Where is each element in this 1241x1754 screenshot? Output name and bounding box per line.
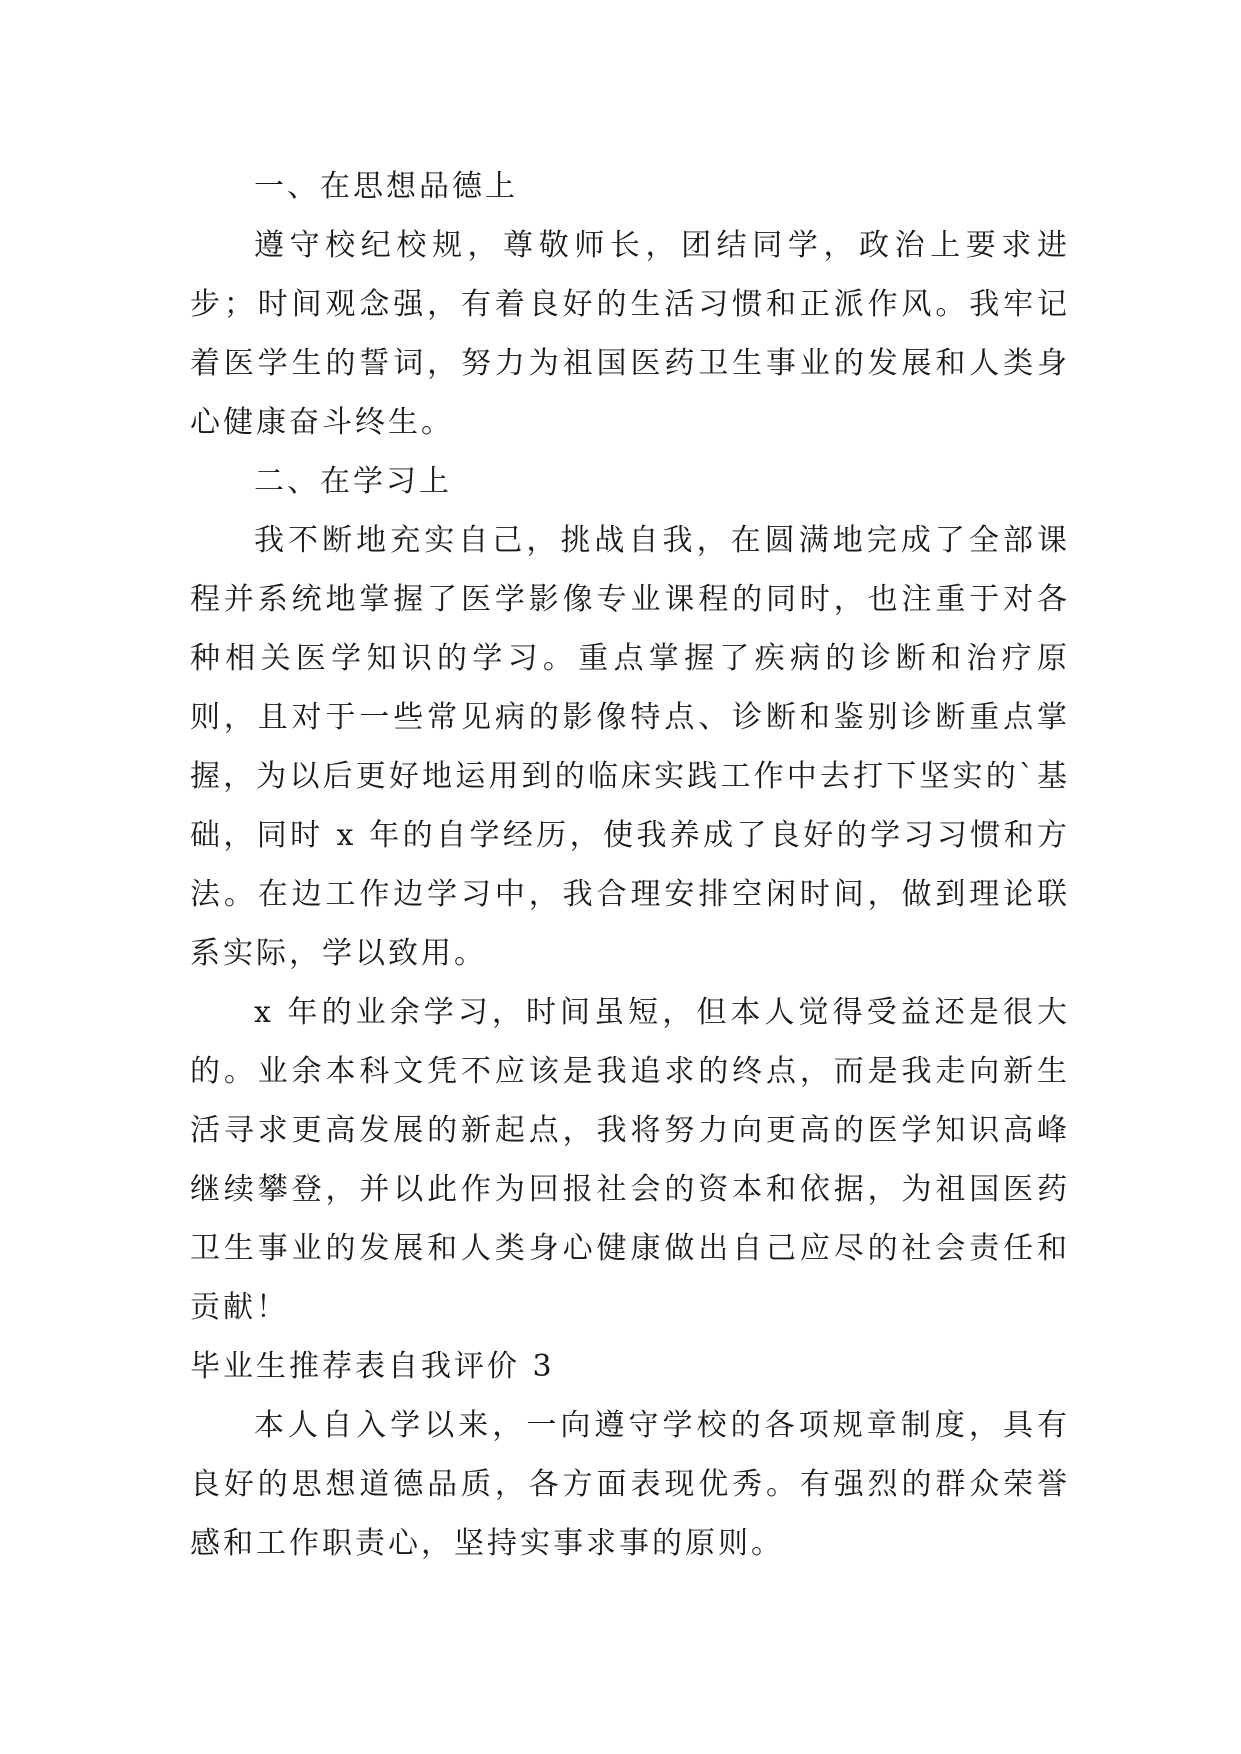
- document-body: [190, 157, 1070, 1573]
- section-title-self-evaluation-3: 毕业生推荐表自我评价 3: [190, 1349, 555, 1384]
- section-heading-ideology: 一、在思想品德上: [254, 169, 518, 204]
- paragraph-study: 我不断地充实自己，挑战自我，在圆满地完成了全部课程并系统地掌握了医学影像专业课程的同时，也注重于对各种相关医学知识的学习。重点掌握了疾病的诊断和治疗原则，且对于一些常见病的影像特点、诊断和鉴别诊断重点掌握，为以后更好地运用到的临床实践工作中去打下坚实的`基础，同时 x 年的自学经历，使我养成了良好的学习习惯和方法。在边工作边学习中，我合理安排空闲时间，做到理论联系实际，学以致用。: [190, 523, 1070, 971]
- section-heading-study: 二、在学习上: [254, 464, 452, 499]
- paragraph-parttime-study: x 年的业余学习，时间虽短，但本人觉得受益还是很大的。业余本科文凭不应该是我追求的终点，而是我走向新生活寻求更高发展的新起点，我将努力向更高的医学知识高峰继续攀登，并以此作为回报社会的资本和依据，为祖国医药卫生事业的发展和人类身心健康做出自己应尽的社会责任和贡献！: [190, 995, 1070, 1325]
- paragraph-ideology: 遵守校纪校规，尊敬师长，团结同学，政治上要求进步；时间观念强，有着良好的生活习惯和正派作风。我牢记着医学生的誓词，努力为祖国医药卫生事业的发展和人类身心健康奋斗终生。: [190, 228, 1070, 440]
- paragraph-self-evaluation: 本人自入学以来，一向遵守学校的各项规章制度，具有良好的思想道德品质，各方面表现优秀。有强烈的群众荣誉感和工作职责心，坚持实事求事的原则。: [190, 1408, 1070, 1561]
